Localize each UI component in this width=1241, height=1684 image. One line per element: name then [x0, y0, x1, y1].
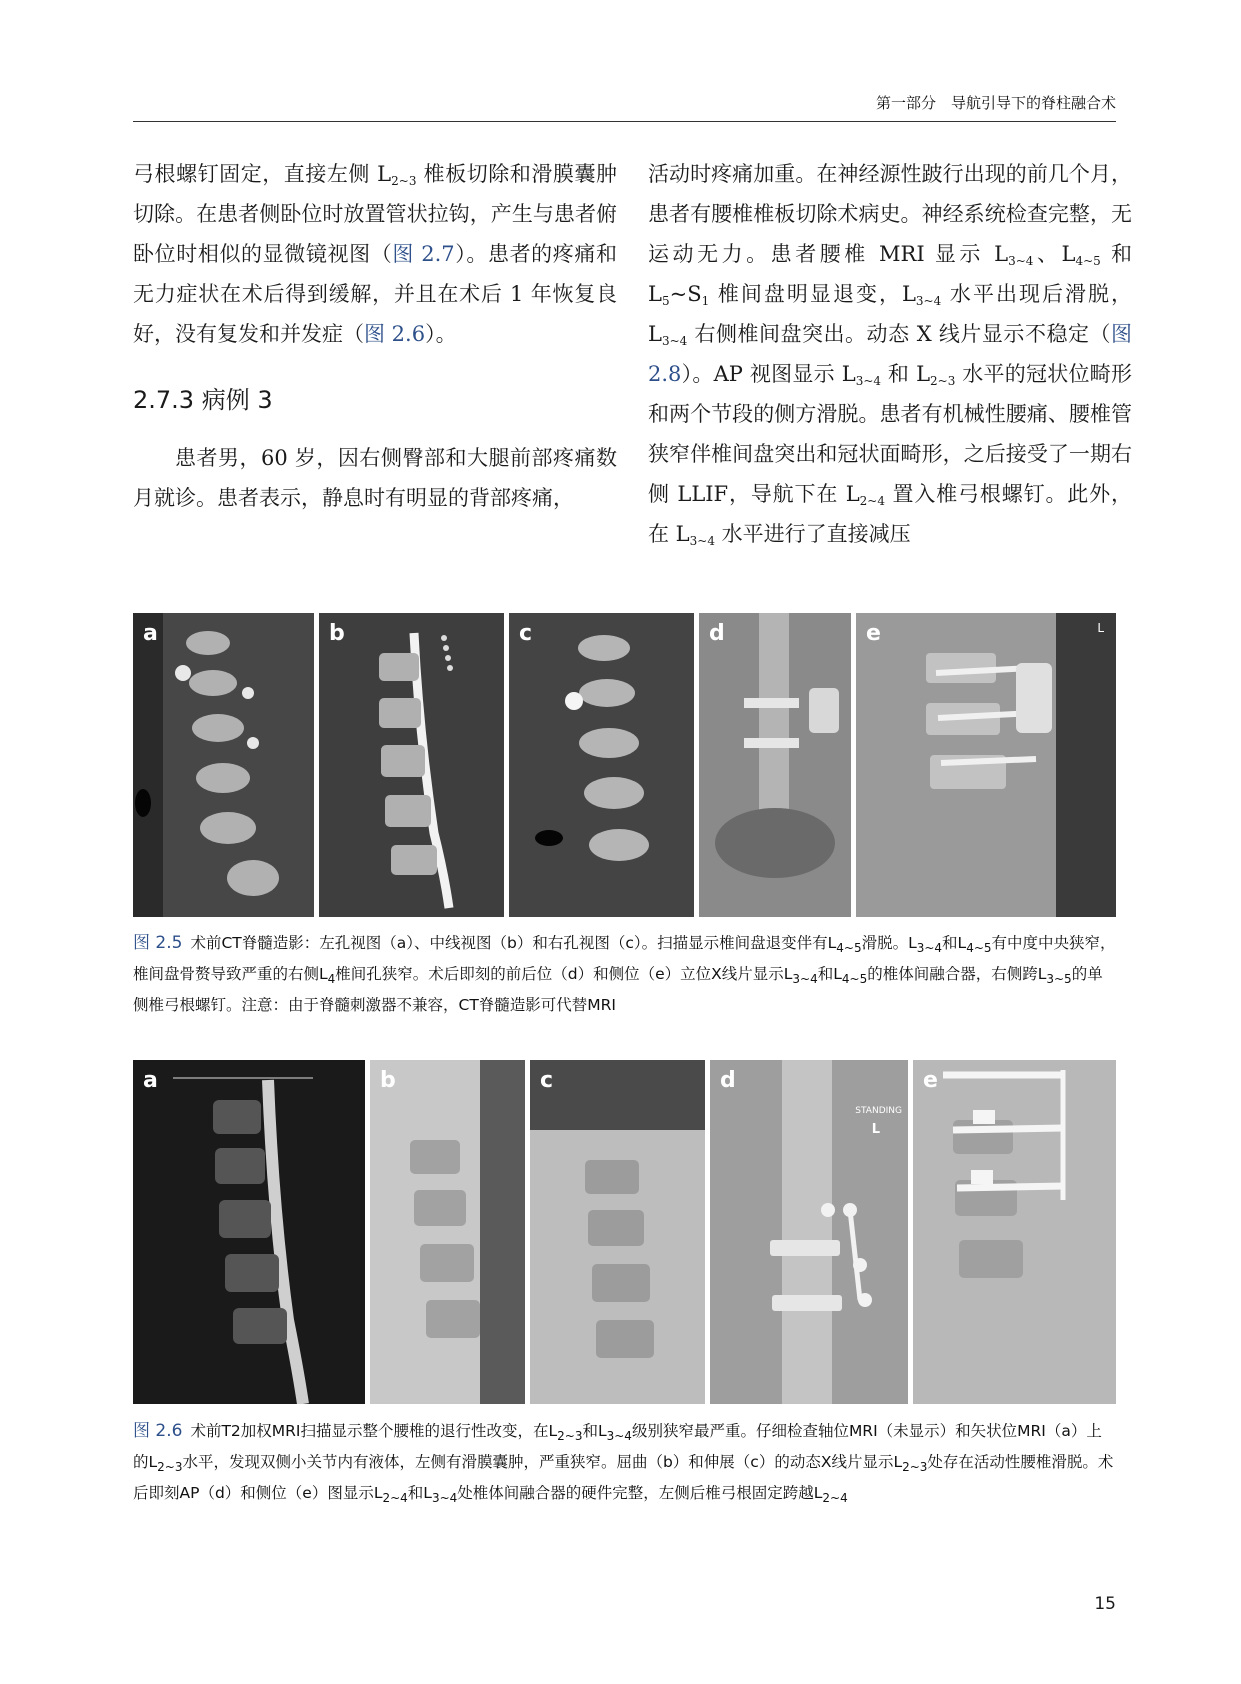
- figure-2-5-caption: 图 2.5 术前CT脊髓造影：左孔视图（a）、中线视图（b）和右孔视图（c）。扫描显示椎间盘退变伴有$L_{4\sim 5}$滑脱。$L_{3\sim 4}$和$L_{4\sim 5}$有中度中央狭窄，椎间盘骨赘导致严重的右侧$L_4$椎间孔狭窄。术后即刻的前后位（d）和侧位（e）立位X线片显示$L_{3\sim 4}$和$L_{4\sim 5}$的椎体间融合器，右侧跨$L_{3\sim 5}$的单侧椎弓根螺钉。注意：由于脊髓刺激器不兼容，CT脊髓造影可代替MRI: [133, 933, 1116, 1014]
- side-marker: L: [1097, 621, 1104, 635]
- right-column: [648, 154, 1132, 554]
- figure-2-6: [133, 1060, 1116, 1404]
- panel-label: d: [720, 1068, 736, 1093]
- paragraph-case3-start: 患者男，60 岁，因右侧臀部和大腿前部疼痛数月就诊。患者表示，静息时有明显的背部疼痛，: [133, 446, 617, 510]
- xray-ap-panel-d: [710, 1060, 908, 1404]
- figure-2-6-caption: 图 2.6 术前T2加权MRI扫描显示整个腰椎的退行性改变，在$L_{2\sim 3}$和$L_{3\sim 4}$级别狭窄最严重。仔细检查轴位MRI（未显示）和矢状位MRI（a）上的$L_{2\sim 3}$水平，发现双侧小关节内有液体，左侧有滑膜囊肿，严重狭窄。屈曲（b）和伸展（c）的动态X线片显示$L_{2\sim 3}$处存在活动性腰椎滑脱。术后即刻AP（d）和侧位（e）图显示$L_{2\sim 4}$和$L_{3\sim 4}$处椎体间融合器的硬件完整，左侧后椎弓根固定跨越$L_{2\sim 4}$: [133, 1421, 1114, 1505]
- paragraph-case3-continued: 活动时疼痛加重。在神经源性跛行出现的前几个月，患者有腰椎椎板切除术病史。神经系统检查完整，无运动无力。患者腰椎 MRI 显示 $L_{3\sim 4}$、$L_{4\sim 5}$ 和 $L_5\sim S_1$ 椎间盘明显退变，$L_{3\sim 4}$ 水平出现后滑脱，$L_{3\sim 4}$ 右侧椎间盘突出。动态 X 线片显示不稳定（图 2.8）。AP 视图显示 $L_{3\sim 4}$ 和 $L_{2\sim 3}$ 水平的冠状位畸形和两个节段的侧方滑脱。患者有机械性腰痛、腰椎管狭窄伴椎间盘突出和冠状面畸形，之后接受了一期右侧 LLIF，导航下在 $L_{2\sim 4}$ 置入椎弓根螺钉。此外，在 $L_{3\sim 4}$ 水平进行了直接减压: [648, 162, 1132, 548]
- xray-ap-panel-d: [699, 613, 851, 917]
- header-rule: [133, 121, 1116, 122]
- panel-label: e: [923, 1068, 938, 1093]
- ct-myelogram-panel-c: [509, 613, 694, 917]
- mri-sagittal-panel-a: [133, 1060, 365, 1404]
- standing-tag: STANDING: [855, 1106, 902, 1116]
- panel-label: a: [143, 1068, 158, 1093]
- xray-extension-panel-c: [530, 1060, 705, 1404]
- panel-label: b: [329, 621, 345, 646]
- panel-label: d: [709, 621, 725, 646]
- panel-label: a: [143, 621, 158, 646]
- ct-myelogram-panel-a: [133, 613, 314, 917]
- figure-ref-2-7[interactable]: 图 2.7: [392, 242, 455, 266]
- figure-ref-2-6[interactable]: 图 2.6: [364, 322, 426, 346]
- figure-ref-2-8[interactable]: 图 2.8: [648, 322, 1132, 386]
- page-number: 15: [1094, 1594, 1116, 1614]
- ct-myelogram-panel-b: [319, 613, 504, 917]
- panel-label: e: [866, 621, 881, 646]
- xray-lateral-panel-e: [856, 613, 1116, 917]
- panel-label: b: [380, 1068, 396, 1093]
- figure-label: 图 2.5: [133, 933, 183, 953]
- paragraph-case2-end: 弓根螺钉固定，直接左侧 $L_{2\sim 3}$ 椎板切除和滑膜囊肿切除。在患者侧卧位时放置管状拉钩，产生与患者俯卧位时相似的显微镜视图（图 2.7）。患者的疼痛和无力症状在术后得到缓解，并且在术后 1 年恢复良好，没有复发和并发症（图 2.6）。: [133, 162, 618, 346]
- xray-flexion-panel-b: [370, 1060, 525, 1404]
- side-marker: L: [871, 1122, 880, 1137]
- left-column: [133, 154, 617, 518]
- running-head: 第一部分 导航引导下的脊柱融合术: [875, 94, 1116, 112]
- panel-label: c: [540, 1068, 554, 1093]
- panel-label: c: [519, 621, 533, 646]
- figure-2-5: [133, 613, 1116, 917]
- section-heading-case3: 2.7.3 病例 3: [133, 386, 273, 414]
- figure-label: 图 2.6: [133, 1421, 183, 1441]
- xray-lateral-panel-e: [913, 1060, 1116, 1404]
